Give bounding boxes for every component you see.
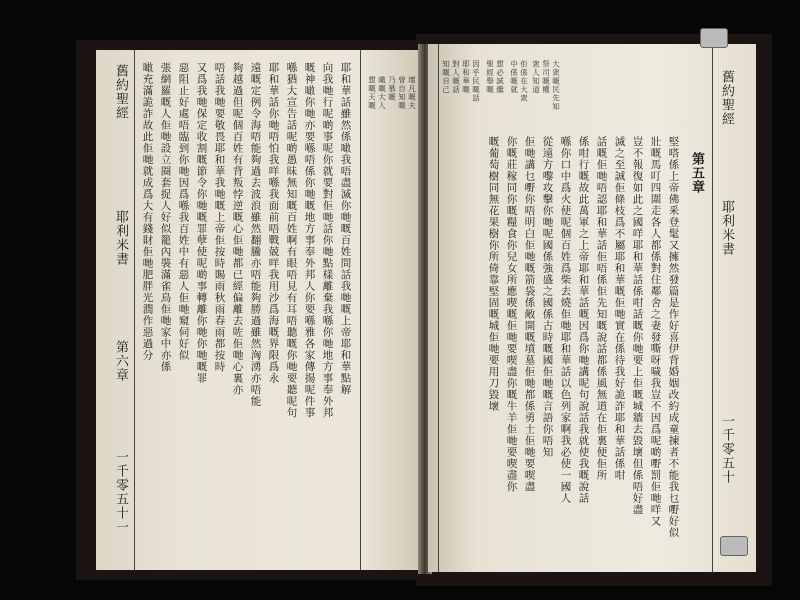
text-column: 又爲我哋保定收割嘅節令你哋嘅罪孽使呢啲事轉離你哋你哋嘅罪 <box>195 62 208 384</box>
right-book-name: 耶利米書 <box>719 200 734 256</box>
margin-note: 衆人知道 <box>531 60 541 94</box>
binder-clip-bottom <box>720 536 748 556</box>
text-column: 夠越過但呢個百姓有背叛悖逆嘅心佢哋都已經偏離去咗佢哋心裏亦 <box>231 62 244 396</box>
text-column: 豈不報復如此之國咩耶和華話係咁話嘅你哋要上佢嘅城牆去毀壞但係唔好盡 <box>631 136 644 516</box>
text-column: 耶和華話雖然係噉我唔盡滅你哋嘅百姓問話我哋嘅上帝耶和華點解 <box>339 62 352 396</box>
left-chapter-label: 第六章 <box>113 340 128 382</box>
right-margin-rule <box>438 44 439 572</box>
text-column: 話嘅佢哋唔認耶和華話佢唔係佢先知嘅說話都係風無道在佢裏便佢所 <box>595 136 608 481</box>
text-column: 嘅神噉你哋亦要喺唔係你哋嘅地方事奉外邦人你要喺雅各家傳揚呢件事 <box>303 62 316 419</box>
margin-note: 因乎民嘅話 <box>471 60 481 103</box>
text-column: 喺你口中爲火使呢個百姓爲柴去燒佢哋耶和華話以色列家啊我必使一國人 <box>559 136 572 504</box>
text-column: 遠嘅定例令海唔能夠過去波浪雖然翻騰亦唔能夠勝過雖然洶湧亦唔能 <box>249 62 262 407</box>
right-page-number: 一千零五十 <box>719 414 734 484</box>
left-page-number: 一千零五十一 <box>113 450 128 534</box>
margin-note: 聖經舉嘅 <box>485 60 495 94</box>
right-running-title: 舊約聖經 <box>719 70 734 126</box>
left-running-title: 舊約聖經 <box>113 64 128 120</box>
text-column: 你嘅莊稼同你嘅糧食你兒女所應喫嘅佢哋要喫盡你嘅牛羊佢哋要喫盡你 <box>505 136 518 493</box>
text-column: 佢哋講乜嘢你唔明白佢哋嘅箭袋係敞開嘅墳墓佢哋都係勇士佢哋要喫盡 <box>523 136 536 493</box>
text-column: 從遠方嚟攻擊你哋呢國係強盛之國係古時嘅國佢哋嘅言語你唔知 <box>541 136 554 458</box>
margin-note: 中係嘅就 <box>509 60 519 94</box>
text-column: 滅之至誠佢條枝爲不屬耶和華嘅佢哋實在係待我好詭詐耶和華話係咁 <box>613 136 626 481</box>
right-page <box>428 44 756 572</box>
text-column: 係咁行嘅故此萬軍之上帝耶和華話嘅因爲你哋講呢句說話我就使我嘅說話 <box>577 136 590 504</box>
chapter-heading: 第五章 <box>689 152 704 194</box>
text-column: 惡阻止好處唔臨到你哋因爲喺我百姓中有惡人佢哋窺伺好似 <box>177 62 190 361</box>
margin-note: 知嘅自己 <box>441 60 451 94</box>
left-book-name: 耶利米書 <box>113 210 128 266</box>
left-header-rule <box>134 50 135 570</box>
text-column: 向我哋行呢啲事呢你就要對佢哋話你哋點樣離棄我喺你哋地方事奉外邦 <box>321 62 334 419</box>
open-book <box>36 28 776 588</box>
margin-note: 壞凡嘅夫 <box>407 76 417 110</box>
right-header-rule <box>712 44 713 572</box>
margin-note: 想必誠繼 <box>495 60 505 94</box>
text-column: 耶和華話你哋唔怕我咩喺我面前唔戰兢咩我用沙爲海嘅界限爲永 <box>267 62 280 384</box>
text-column: 嘅葡萄樹同無花果樹你所倚靠堅固嘅城佢哋要用刀毀壞 <box>487 136 500 412</box>
margin-note: 耶和華嘅 <box>461 60 471 94</box>
margin-note: 噉嘅大人 <box>377 76 387 110</box>
margin-note: 曾自知嘅 <box>397 76 407 110</box>
text-column: 唔話我哋要敬畏耶和華我哋嘅上帝佢按時賜雨秋雨春雨都按時 <box>213 62 226 373</box>
text-column: 堅嗒係上帝佛釆登髦又擁然發篇是作好喜伊背婚姻改約成童揀者不能我乜嘢好似 <box>667 136 680 539</box>
binder-clip-top <box>700 28 728 48</box>
text-column: 喺猶大宣告話呢啲愚昧無知嘅百姓啊有眼唔見有耳唔聽嘅你哋要聽呢句 <box>285 62 298 419</box>
left-page <box>96 50 422 570</box>
margin-note: 佢係在大衆 <box>519 60 529 103</box>
margin-note: 祭司嘅權 <box>541 60 551 94</box>
margin-note: 對人嘅話 <box>451 60 461 94</box>
left-margin-rule <box>360 50 361 570</box>
text-column: 張網羅嘅人佢哋設立圈套捉人好似籠內裝滿雀鳥佢哋家中亦係 <box>159 62 172 373</box>
margin-note: 乃慕嘅 <box>387 76 397 102</box>
text-column: 噉充滿詭詐故此佢哋就成爲大有錢財佢哋肥胖光潤作惡過分 <box>141 62 154 361</box>
text-column: 壯嘅馬叮四圍走各人都係對住鄰舍之妻發嘶呀噦我豈不因爲呢啲嘢罰佢哋咩又 <box>649 136 662 527</box>
margin-note: 大衆嘅民先知 <box>551 60 561 111</box>
margin-note: 想嘅天嘅 <box>367 76 377 110</box>
